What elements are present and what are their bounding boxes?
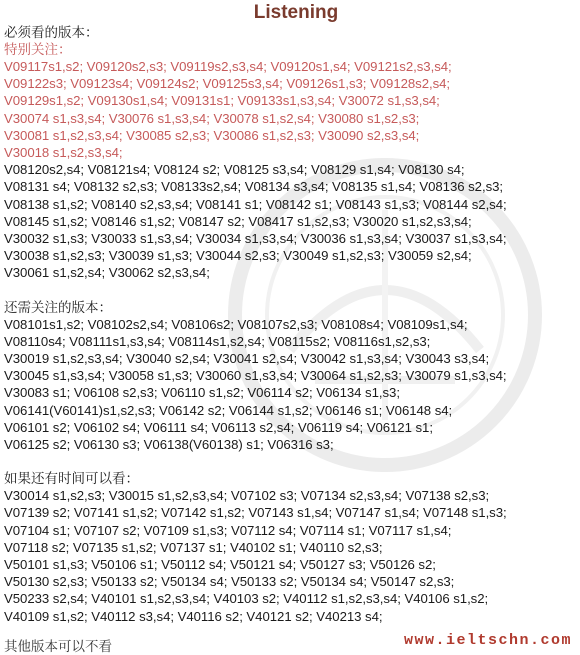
special-attention-list <box>4 58 576 161</box>
time-line: V07104 s1; V07107 s2; V07109 s1,s3; V07112 s4; V07114 s1; V07117 s1,s4; <box>4 522 452 538</box>
time-line: V50130 s2,s3; V50133 s2; V50134 s4; V50133 s2; V50134 s4; V50147 s2,s3; <box>4 574 455 590</box>
must-line: V30038 s1,s2,s3; V30039 s1,s3; V30044 s2,s3; V30049 s1,s2,s3; V30059 s2,s4; <box>4 248 472 264</box>
time-line: V50233 s2,s4; V40101 s1,s2,s3,s4; V40103 s2; V40112 s1,s2,s3,s4; V40106 s1,s2; <box>4 591 489 607</box>
if-time-list <box>4 487 576 625</box>
must-read-heading: 必须看的版本： <box>4 25 99 40</box>
special-line: V30018 s1,s2,s3,s4; <box>4 145 123 161</box>
time-line: V50101 s1,s3; V50106 s1; V50112 s4; V50121 s4; V50127 s3; V50126 s2; <box>4 557 436 573</box>
special-line: V09129s1,s2; V09130s1,s4; V09131s1; V09133s1,s3,s4; V30072 s1,s3,s4; <box>4 93 440 109</box>
time-line: V07139 s2; V07141 s1,s2; V07142 s1,s2; V07143 s1,s4; V07147 s1,s4; V07148 s1,s3; <box>4 505 507 521</box>
also-attention-list <box>4 316 576 454</box>
must-line: V30032 s1,s3; V30033 s1,s3,s4; V30034 s1,s3,s4; V30036 s1,s3,s4; V30037 s1,s3,s4; <box>4 231 507 247</box>
special-line: V09117s1,s2; V09120s2,s3; V09119s2,s3,s4; V09120s1,s4; V09121s2,s3,s4; <box>4 59 452 74</box>
also-line: V30083 s1; V06108 s2,s3; V06110 s1,s2; V06114 s2; V06134 s1,s3; <box>4 385 400 401</box>
special-line: V30081 s1,s2,s3,s4; V30085 s2,s3; V30086 s1,s2,s3; V30090 s2,s3,s4; <box>4 127 420 143</box>
also-line: V06125 s2; V06130 s3; V06138(V60138) s1; V06316 s3; <box>4 437 334 453</box>
also-line: V06141(V60141)s1,s2,s3; V06142 s2; V06144 s1,s2; V06146 s1; V06148 s4; <box>4 402 453 418</box>
special-line: V30074 s1,s3,s4; V30076 s1,s3,s4; V30078 s1,s2,s4; V30080 s1,s2,s3; <box>4 110 420 126</box>
also-line: V30045 s1,s3,s4; V30058 s1,s3; V30060 s1,s3,s4; V30064 s1,s2,s3; V30079 s1,s3,s4; <box>4 368 507 384</box>
also-attention-heading: 还需关注的版本： <box>4 299 112 315</box>
if-time-heading: 如果还有时间可以看： <box>4 471 139 487</box>
time-line: V30014 s1,s2,s3; V30015 s1,s2,s3,s4; V07102 s3; V07134 s2,s3,s4; V07138 s2,s3; <box>4 488 490 504</box>
must-line: V08138 s1,s2; V08140 s2,s3,s4; V08141 s1; V08142 s1; V08143 s1,s3; V08144 s2,s4; <box>4 196 507 212</box>
time-line: V07118 s2; V07135 s1,s2; V07137 s1; V40102 s1; V40110 s2,s3; <box>4 539 383 555</box>
special-attention-heading: 特别关注： <box>4 42 72 57</box>
also-line: V08110s4; V08111s1,s3,s4; V08114s1,s2,s4; V08115s2; V08116s1,s2,s3; <box>4 333 431 349</box>
site-url-watermark: www.ieltschn.com <box>403 632 572 649</box>
must-read-list <box>4 161 576 281</box>
special-line: V09122s3; V09123s4; V09124s2; V09125s3,s4; V09126s1,s3; V09128s2,s4; <box>4 76 451 92</box>
footer-note: 其他版本可以不看 <box>4 638 112 654</box>
also-line: V08101s1,s2; V08102s2,s4; V08106s2; V08107s2,s3; V08108s4; V08109s1,s4; <box>4 316 468 332</box>
time-line: V40109 s1,s2; V40112 s3,s4; V40116 s2; V40121 s2; V40213 s4; <box>4 608 383 624</box>
must-line: V08131 s4; V08132 s2,s3; V08133s2,s4; V08134 s3,s4; V08135 s1,s4; V08136 s2,s3; <box>4 179 504 195</box>
must-line: V08145 s1,s2; V08146 s1,s2; V08147 s2; V08417 s1,s2,s3; V30020 s1,s2,s3,s4; <box>4 213 472 229</box>
also-line: V30019 s1,s2,s3,s4; V30040 s2,s4; V30041 s2,s4; V30042 s1,s3,s4; V30043 s3,s4; <box>4 351 490 367</box>
page-title: Listening <box>253 2 339 23</box>
must-line: V08120s2,s4; V08121s4; V08124 s2; V08125 s3,s4; V08129 s1,s4; V08130 s4; <box>4 162 465 178</box>
also-line: V06101 s2; V06102 s4; V06111 s4; V06113 s2,s4; V06119 s4; V06121 s1; <box>4 419 433 435</box>
must-line: V30061 s1,s2,s4; V30062 s2,s3,s4; <box>4 265 210 281</box>
spacer <box>4 282 576 299</box>
spacer <box>4 453 576 470</box>
